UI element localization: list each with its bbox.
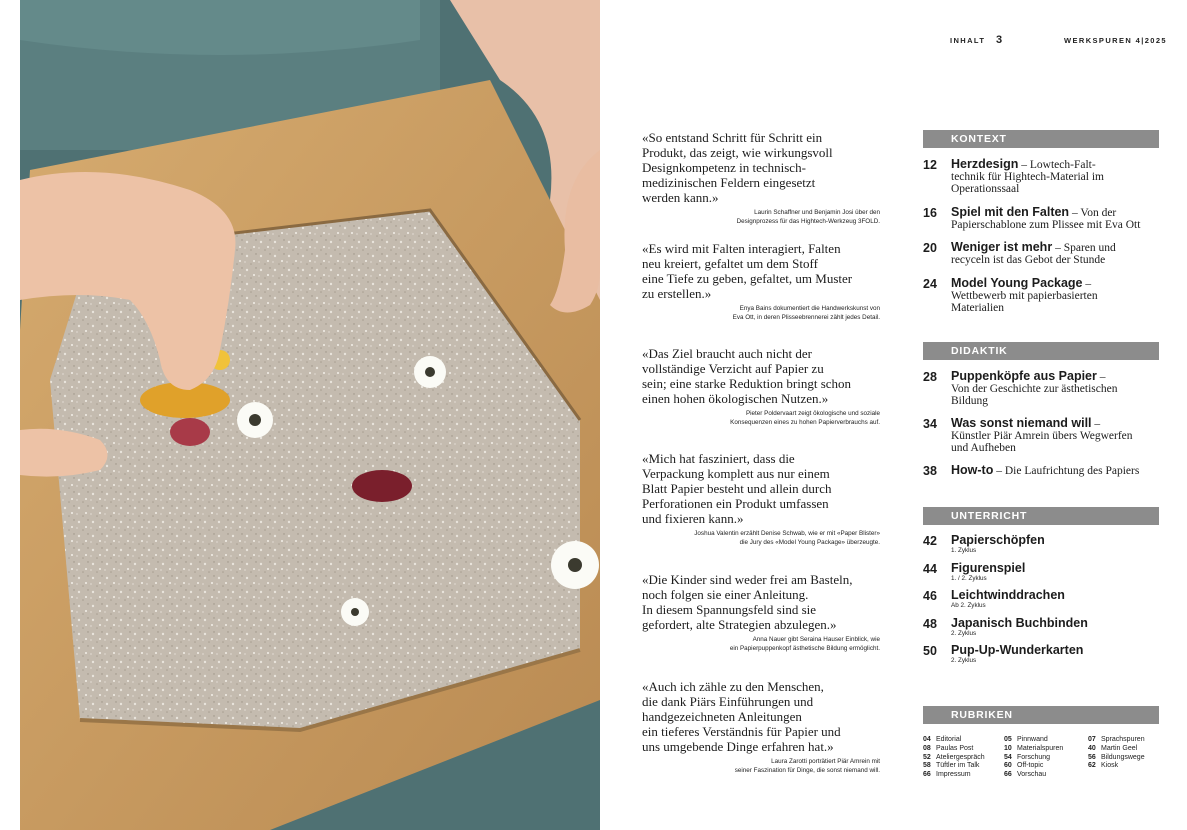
section-bar: RUBRIKEN (923, 706, 1159, 724)
entry-title: Pup-Up-Wunderkarten (951, 643, 1084, 657)
entry-page: 16 (923, 206, 937, 220)
quote-block (642, 679, 880, 775)
section-bar: UNTERRICHT (923, 507, 1159, 525)
rubrik-item[interactable] (923, 754, 985, 763)
rubrik-item[interactable] (1004, 745, 1063, 754)
quote-credit: Laurin Schaffner und Benjamin Josi über den Designprozess für das Hightech-Werkzeug 3FOLD. (736, 209, 880, 225)
entry-desc: – Von der Geschichte zur ästhetischen Bildung (951, 371, 1118, 407)
entry-title: Papierschöpfen (951, 533, 1045, 547)
entry-page: 48 (923, 617, 937, 631)
rubrik-page: 66 (923, 771, 931, 779)
entry-desc: – Von der Papierschablone zum Plissee mit Eva Ott (951, 207, 1141, 231)
rubrik-page: 56 (1088, 753, 1096, 761)
rubrik-item[interactable] (1004, 762, 1063, 771)
quote-block (642, 241, 880, 322)
cover-photo-papermaking (20, 0, 600, 830)
rubrik-item[interactable] (1004, 736, 1063, 745)
rubrik-name: Forschung (1017, 753, 1051, 761)
rubrik-page: 58 (923, 762, 931, 770)
quote-credit: Enya Bains dokumentiert die Handwerkskunst von Eva Ott, in deren Plisseebrennerei zählt jedes Detail. (732, 305, 880, 321)
rubriken-column (1088, 736, 1145, 771)
entry-title: Herzdesign (951, 157, 1019, 171)
entry-desc: – Wettbewerb mit papierbasierten Materialien (951, 278, 1098, 314)
rubrik-name: Off-topic (1017, 762, 1044, 770)
rubrik-item[interactable] (1088, 762, 1145, 771)
entry-desc: – Sparen und recyceln ist das Gebot der Stunde (951, 242, 1116, 266)
quote-credit: Joshua Valentin erzählt Denise Schwab, wie er mit «Paper Blister» die Jury des «Model Young Package» überzeugte. (694, 530, 880, 546)
entry-title-block (951, 534, 1159, 547)
rubrik-name: Pinnwand (1017, 736, 1048, 743)
entry-page: 38 (923, 464, 937, 478)
entry-title: Model Young Package (951, 276, 1083, 290)
entry-title: Spiel mit den Falten (951, 205, 1070, 219)
entry-title: How-to (951, 463, 994, 477)
rubrik-item[interactable] (923, 736, 985, 745)
rubrik-name: Paulas Post (936, 744, 974, 752)
toc-section-unterricht (923, 507, 1159, 525)
entry-title: Leichtwinddrachen (951, 588, 1065, 602)
entry-title-block (951, 206, 1159, 231)
entry-title-block (951, 464, 1159, 477)
rubrik-name: Vorschau (1017, 771, 1047, 779)
rubrik-name: Tüftler im Talk (936, 762, 980, 770)
section-bar: KONTEXT (923, 130, 1159, 148)
entry-title-block (951, 241, 1159, 266)
quote-text: «Es wird mit Falten interagiert, Falten neu kreiert, gefaltet um dem Stoff eine Tiefe zu geben, gefaltet, um Muster zu erstellen.» (642, 241, 853, 301)
petal-dark-red (352, 470, 412, 502)
rubriken-column (923, 736, 985, 780)
quote-text: «Auch ich zähle zu den Menschen, die dank Piärs Einführungen und handgezeichneten Anleitungen ein tieferes Verständnis für Papier und uns umgebende Dinge erfahren hat.» (642, 679, 841, 754)
quote-text: «Die Kinder sind weder frei am Basteln, noch folgen sie einer Anleitung. In diesem Spannungsfeld sind sie gefordert, alte Strategien abzulegen.» (642, 572, 853, 632)
rubrik-page: 62 (1088, 762, 1096, 770)
rubrik-name: Sprachspuren (1101, 736, 1145, 743)
entry-page: 34 (923, 417, 937, 431)
rubrik-item[interactable] (923, 762, 985, 771)
quote-block (642, 130, 880, 226)
quote-block (642, 572, 880, 653)
toc-section-didaktik (923, 342, 1159, 360)
quote-block (642, 451, 880, 547)
rubrik-item[interactable] (1088, 736, 1145, 745)
rubrik-page: 04 (923, 736, 931, 743)
entry-title: Puppenköpfe aus Papier (951, 369, 1097, 383)
quote-credit: Anna Nauer gibt Seraina Hauser Einblick, wie ein Papierpuppenkopf ästhetische Bildung ermöglicht. (729, 636, 880, 652)
entry-title-block (951, 277, 1159, 314)
quote-credit: Pieter Poldervaart zeigt ökologische und soziale Konsequenzen eines zu hohen Papierverbrauchs auf. (730, 410, 880, 426)
entry-title-block (951, 158, 1159, 195)
rubrik-item[interactable] (1004, 771, 1063, 780)
rubrik-page: 05 (1004, 736, 1012, 743)
quote-text: «Mich hat fasziniert, dass die Verpackung komplett aus nur einem Blatt Papier besteht und allein durch Perforationen ein Produkt umfassen und fixieren kann.» (642, 451, 832, 526)
entry-page: 42 (923, 534, 937, 548)
quote-text: «So entstand Schritt für Schritt ein Produkt, das zeigt, wie wirkungsvoll Designkompetenz in technisch- medizinischen Feldern eingesetzt werden kann.» (642, 130, 833, 205)
rubrik-page: 52 (923, 753, 931, 761)
entry-level: 1. / 2. Zyklus (951, 575, 987, 582)
entry-page: 12 (923, 158, 937, 172)
entry-title-block (951, 589, 1159, 602)
quote-credit: Laura Zarotti porträtiert Piär Amrein mit seiner Faszination für Dinge, die sonst niemand will. (734, 758, 880, 774)
rubrik-page: 08 (923, 744, 931, 752)
rubrik-name: Martin Geel (1101, 744, 1138, 752)
quote-block (642, 346, 880, 427)
entry-level: 2. Zyklus (951, 630, 977, 637)
entry-title-block (951, 370, 1159, 407)
rubrik-name: Impressum (936, 771, 971, 779)
entry-title-block (951, 617, 1159, 630)
rubrik-name: Materialspuren (1017, 744, 1064, 752)
entry-level: 2. Zyklus (951, 657, 977, 664)
entry-title-block (951, 562, 1159, 575)
entry-level: Ab 2. Zyklus (951, 602, 986, 609)
entry-desc: – Lowtech-Falt- technik für Hightech-Material im Operationssaal (951, 159, 1104, 195)
entry-page: 20 (923, 241, 937, 255)
entry-page: 46 (923, 589, 937, 603)
page-number: 3 (996, 34, 1003, 46)
entry-level: 1. Zyklus (951, 547, 977, 554)
entry-desc: – Die Laufrichtung des Papiers (993, 465, 1140, 477)
entry-page: 28 (923, 370, 937, 384)
rubrik-page: 40 (1088, 744, 1096, 752)
entry-title-block (951, 417, 1159, 454)
section-bar: DIDAKTIK (923, 342, 1159, 360)
entry-title: Weniger ist mehr (951, 240, 1053, 254)
rubrik-name: Ateliergespräch (936, 753, 985, 761)
toc-section-rubriken (923, 706, 1159, 724)
entry-page: 44 (923, 562, 937, 576)
entry-title: Japanisch Buchbinden (951, 616, 1088, 630)
entry-title: Figurenspiel (951, 561, 1026, 575)
rubrik-item[interactable] (923, 745, 985, 754)
rubrik-page: 60 (1004, 762, 1012, 770)
magazine-issue: WERKSPUREN 4|2025 (1064, 36, 1168, 45)
entry-page: 24 (923, 277, 937, 291)
rubrik-page: 54 (1004, 753, 1012, 761)
quote-text: «Das Ziel braucht auch nicht der vollständige Verzicht auf Papier zu sein; eine starke Reduktion bringt schon einen hohen ökologischen Nutzen.» (642, 346, 852, 406)
rubrik-page: 10 (1004, 744, 1012, 752)
entry-title: Was sonst niemand will (951, 416, 1092, 430)
rubrik-name: Bildungswege (1101, 753, 1145, 761)
rubrik-page: 66 (1004, 771, 1012, 779)
rubrik-item[interactable] (1088, 745, 1145, 754)
rubrik-item[interactable] (1088, 754, 1145, 763)
entry-title-block (951, 644, 1159, 657)
entry-page: 50 (923, 644, 937, 658)
rubrik-page: 07 (1088, 736, 1096, 743)
petal-red (170, 418, 210, 446)
rubrik-name: Kiosk (1101, 762, 1119, 770)
header-section-label: INHALT (950, 36, 986, 45)
rubriken-column (1004, 736, 1063, 780)
photo-illustration (20, 0, 600, 830)
entry-desc: – Künstler Piär Amrein übers Wegwerfen und Aufheben (951, 418, 1133, 454)
rubrik-item[interactable] (923, 771, 985, 780)
toc-section-kontext (923, 130, 1159, 148)
rubrik-item[interactable] (1004, 754, 1063, 763)
rubrik-name: Editorial (936, 736, 962, 743)
